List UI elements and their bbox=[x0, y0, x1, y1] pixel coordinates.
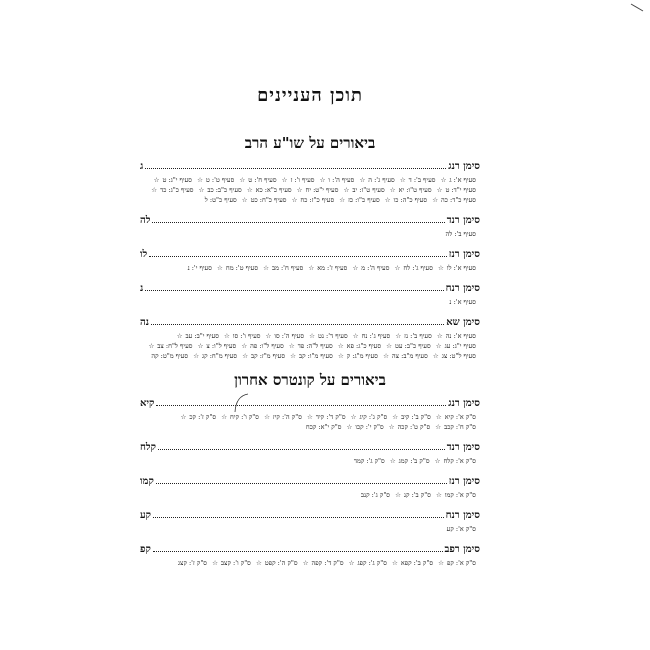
sub-reference[interactable]: ס"ק ו': קצב bbox=[220, 559, 251, 567]
entry-page-number: נה bbox=[140, 317, 150, 328]
star-separator-icon: ☆ bbox=[198, 186, 205, 194]
star-separator-icon: ☆ bbox=[392, 559, 398, 567]
sub-reference[interactable]: סעיף ל"ו: צ bbox=[206, 342, 237, 350]
toc-entry-heading[interactable] bbox=[140, 476, 480, 487]
dot-leader bbox=[152, 221, 444, 223]
dot-leader bbox=[151, 323, 444, 325]
sub-reference[interactable]: סעיף מ"ו: קב bbox=[298, 352, 333, 360]
sub-reference[interactable]: סעיף ח': מב bbox=[271, 264, 304, 272]
star-separator-icon: ☆ bbox=[348, 559, 355, 567]
sub-reference[interactable]: ס"ק ב': קמג bbox=[398, 457, 430, 465]
toc-entry-heading[interactable] bbox=[140, 161, 480, 172]
sub-reference[interactable]: ס"ק א': קע bbox=[446, 525, 476, 533]
sub-reference[interactable]: ס"ק ח': קכב bbox=[444, 423, 476, 431]
toc-entry-heading[interactable] bbox=[140, 398, 480, 409]
toc-entry-heading[interactable] bbox=[140, 249, 480, 260]
star-separator-icon: ☆ bbox=[432, 352, 439, 360]
sub-reference[interactable]: ס"ק ג': קמד bbox=[353, 457, 385, 465]
star-separator-icon: ☆ bbox=[438, 559, 444, 567]
sub-reference[interactable]: ס"ק ז': קכ bbox=[189, 413, 217, 421]
sub-reference-list bbox=[140, 263, 476, 273]
toc-entry bbox=[140, 283, 480, 307]
sub-reference[interactable]: ס"ק ב': קפא bbox=[400, 559, 434, 567]
entry-name: סימן רנג bbox=[448, 398, 480, 409]
entry-name: סימן רנח bbox=[445, 283, 480, 294]
sub-reference[interactable]: ס"ק י': קכו bbox=[355, 423, 384, 431]
sub-reference[interactable]: סעיף ט': ט bbox=[205, 176, 235, 184]
sub-reference[interactable]: סעיף כ"ה: כו bbox=[393, 196, 428, 204]
toc-entry bbox=[140, 544, 480, 568]
entry-name: סימן רנז bbox=[448, 249, 480, 260]
star-separator-icon: ☆ bbox=[290, 352, 296, 360]
star-separator-icon: ☆ bbox=[384, 196, 391, 204]
star-separator-icon: ☆ bbox=[255, 559, 262, 567]
star-separator-icon: ☆ bbox=[352, 264, 359, 272]
star-separator-icon: ☆ bbox=[343, 186, 350, 194]
toc-entry bbox=[140, 476, 480, 500]
sub-reference[interactable]: סעיף ל"ה: פד bbox=[297, 342, 333, 350]
sub-reference[interactable]: סעיף א': ג bbox=[449, 176, 476, 184]
sub-reference[interactable]: ס"ק ג': קנב bbox=[360, 491, 391, 499]
sub-reference[interactable]: סעיף ג': לח bbox=[403, 264, 433, 272]
sub-reference[interactable]: ס"ק ט': קכה bbox=[397, 423, 431, 431]
toc-entry bbox=[140, 161, 480, 205]
star-separator-icon: ☆ bbox=[392, 413, 399, 421]
star-separator-icon: ☆ bbox=[224, 332, 230, 340]
star-separator-icon: ☆ bbox=[264, 413, 270, 421]
star-separator-icon: ☆ bbox=[436, 491, 442, 499]
sub-reference-list bbox=[140, 229, 476, 239]
star-separator-icon: ☆ bbox=[359, 176, 366, 184]
section-title: ביאורים על שו"ע הרב bbox=[244, 134, 376, 152]
toc-entry bbox=[140, 398, 480, 432]
star-separator-icon: ☆ bbox=[221, 413, 228, 421]
sub-reference[interactable]: סעיף ג': ה bbox=[368, 176, 395, 184]
star-separator-icon: ☆ bbox=[389, 186, 396, 194]
sub-reference[interactable]: סעיף י"ד: ט bbox=[445, 186, 476, 194]
star-separator-icon: ☆ bbox=[308, 264, 315, 272]
star-separator-icon: ☆ bbox=[339, 196, 346, 204]
sub-reference[interactable]: סעיף ב': לה bbox=[445, 230, 476, 238]
star-separator-icon: ☆ bbox=[434, 457, 441, 465]
sub-reference[interactable]: סעיף כ"ד: כה bbox=[441, 196, 476, 204]
sub-reference[interactable]: ס"ק ג': קפג bbox=[357, 559, 387, 567]
sub-reference[interactable]: סעיף ה': מ bbox=[361, 264, 390, 272]
sub-reference-list bbox=[140, 175, 476, 205]
sub-reference[interactable]: סעיף ט"ו: יא bbox=[398, 186, 432, 194]
sub-reference[interactable]: ס"ק ה': קפט bbox=[264, 559, 298, 567]
sub-reference[interactable]: ס"ק א': קמו bbox=[444, 491, 476, 499]
toc-entry-heading[interactable] bbox=[140, 283, 480, 294]
sub-reference[interactable]: סעיף כ"ז: כח bbox=[300, 196, 335, 204]
star-separator-icon: ☆ bbox=[265, 332, 272, 340]
star-separator-icon: ☆ bbox=[246, 186, 253, 194]
sub-reference[interactable]: ס"ק י"א: קכח bbox=[305, 423, 342, 431]
star-separator-icon: ☆ bbox=[239, 176, 246, 184]
star-separator-icon: ☆ bbox=[346, 423, 353, 431]
star-separator-icon: ☆ bbox=[350, 413, 357, 421]
sub-reference[interactable]: ס"ק א': קלח bbox=[443, 457, 476, 465]
star-separator-icon: ☆ bbox=[263, 264, 269, 272]
corner-mark-icon bbox=[630, 2, 644, 12]
sub-reference[interactable]: ס"ק ה': קיז bbox=[272, 413, 302, 421]
sub-reference[interactable]: סעיף מ"ב: צה bbox=[391, 352, 428, 360]
sub-reference[interactable]: סעיף ל"ט: צג bbox=[441, 352, 476, 360]
sub-reference[interactable]: ס"ק ד': קיד bbox=[315, 413, 346, 421]
sub-reference[interactable]: סעיף א': נ bbox=[449, 298, 476, 306]
entry-page-number: קיא bbox=[140, 398, 155, 409]
sub-reference[interactable]: סעיף ה': סו bbox=[274, 332, 305, 340]
sub-reference[interactable]: סעיף י': נ bbox=[187, 264, 212, 272]
toc-entry-heading[interactable] bbox=[140, 317, 480, 328]
page-title: תוכן העניינים bbox=[257, 85, 363, 106]
star-separator-icon: ☆ bbox=[180, 413, 187, 421]
star-separator-icon: ☆ bbox=[440, 176, 447, 184]
sub-reference[interactable]: סעיף מ"ג: ק bbox=[346, 352, 379, 360]
dot-leader bbox=[145, 289, 443, 291]
bracket-mark-icon bbox=[232, 392, 250, 414]
sub-reference[interactable]: סעיף ט"ז: יב bbox=[352, 186, 385, 194]
star-separator-icon: ☆ bbox=[241, 342, 248, 350]
star-separator-icon: ☆ bbox=[306, 413, 313, 421]
sub-reference[interactable]: סעיף ו': סו bbox=[232, 332, 261, 340]
sub-reference[interactable]: סעיף כ"ב: עט bbox=[394, 342, 431, 350]
sub-reference[interactable]: סעיף כ"ו: כז bbox=[348, 196, 380, 204]
star-separator-icon: ☆ bbox=[212, 559, 218, 567]
section-title: ביאורים על קונטרס אחרון bbox=[234, 371, 386, 389]
star-separator-icon: ☆ bbox=[394, 264, 401, 272]
sub-reference[interactable]: סעיף ל"ח: צב bbox=[157, 342, 193, 350]
star-separator-icon: ☆ bbox=[197, 176, 203, 184]
entry-page-number: לו bbox=[140, 249, 148, 260]
star-separator-icon: ☆ bbox=[319, 176, 326, 184]
star-separator-icon: ☆ bbox=[337, 342, 344, 350]
star-separator-icon: ☆ bbox=[288, 342, 295, 350]
toc-entry-heading[interactable] bbox=[140, 510, 480, 521]
sub-reference[interactable]: סעיף ג': נח bbox=[361, 332, 391, 340]
star-separator-icon: ☆ bbox=[302, 559, 309, 567]
toc-entry bbox=[140, 442, 480, 466]
sub-reference[interactable]: סעיף כ"ג: כד bbox=[160, 186, 194, 194]
sub-reference[interactable]: סעיף י"ג: עג bbox=[444, 342, 476, 350]
entry-name: סימן שא bbox=[446, 317, 480, 328]
star-separator-icon: ☆ bbox=[193, 352, 200, 360]
star-separator-icon: ☆ bbox=[148, 342, 155, 350]
entry-page-number: קפ bbox=[140, 544, 151, 555]
sub-reference[interactable]: סעיף ד': נט bbox=[317, 332, 348, 340]
star-separator-icon: ☆ bbox=[151, 186, 158, 194]
entry-page-number: קלח bbox=[140, 442, 156, 453]
dot-leader bbox=[153, 550, 443, 552]
sub-reference-list bbox=[140, 490, 476, 500]
sub-reference[interactable]: סעיף כ"ב: כב bbox=[207, 186, 242, 194]
sub-reference-list bbox=[140, 558, 476, 568]
dot-leader bbox=[149, 255, 447, 257]
entry-page-number: קמו bbox=[140, 476, 154, 487]
star-separator-icon: ☆ bbox=[153, 176, 160, 184]
entry-name: סימן רפב bbox=[444, 544, 480, 555]
sub-reference-list bbox=[140, 412, 476, 432]
sub-reference[interactable]: ס"ק א': קיא bbox=[444, 413, 476, 421]
entry-name: סימן רנד bbox=[446, 215, 480, 226]
sub-reference[interactable]: סעיף ל"ו: פה bbox=[250, 342, 284, 350]
entry-page-number: קע bbox=[140, 510, 152, 521]
toc-entry-heading[interactable] bbox=[140, 544, 480, 555]
star-separator-icon: ☆ bbox=[435, 423, 442, 431]
sub-reference-list bbox=[140, 297, 476, 307]
sub-reference[interactable]: סעיף מ"ז: קב bbox=[251, 352, 286, 360]
sub-reference[interactable]: ס"ק ג': קיג bbox=[359, 413, 388, 421]
sub-reference[interactable]: סעיף ב': ד bbox=[408, 176, 436, 184]
toc-entry-heading[interactable] bbox=[140, 442, 480, 453]
sub-reference[interactable]: סעיף ו': ז bbox=[290, 176, 315, 184]
sub-reference[interactable]: ס"ק ב': קנ bbox=[403, 491, 431, 499]
sub-reference[interactable]: סעיף א': לו bbox=[446, 264, 476, 272]
star-separator-icon: ☆ bbox=[386, 342, 392, 350]
star-separator-icon: ☆ bbox=[383, 352, 389, 360]
sub-reference[interactable]: סעיף י"ג: ט bbox=[162, 176, 192, 184]
entry-page-number: לה bbox=[140, 215, 151, 226]
dot-leader bbox=[156, 404, 446, 406]
sub-reference[interactable]: ס"ק א': קפ bbox=[446, 559, 476, 567]
entry-name: סימן רנג bbox=[448, 161, 480, 172]
entry-page-number: ג bbox=[140, 161, 144, 172]
star-separator-icon: ☆ bbox=[296, 186, 303, 194]
sub-reference[interactable]: סעיף י"ב: עב bbox=[185, 332, 219, 340]
sub-reference[interactable]: סעיף ב': נז bbox=[404, 332, 432, 340]
star-separator-icon: ☆ bbox=[217, 264, 223, 272]
star-separator-icon: ☆ bbox=[432, 196, 439, 204]
dot-leader bbox=[145, 167, 446, 169]
toc-sections bbox=[140, 134, 480, 568]
star-separator-icon: ☆ bbox=[389, 457, 396, 465]
sub-reference-list bbox=[140, 331, 476, 361]
sub-reference[interactable]: סעיף ט': מח bbox=[225, 264, 259, 272]
toc-entry bbox=[140, 317, 480, 361]
sub-reference[interactable]: סעיף ח': ט bbox=[248, 176, 277, 184]
sub-reference-list bbox=[140, 524, 476, 534]
sub-reference[interactable]: סעיף ז': מא bbox=[317, 264, 348, 272]
star-separator-icon: ☆ bbox=[197, 342, 204, 350]
sub-reference[interactable]: סעיף כ"ג: פא bbox=[346, 342, 382, 350]
star-separator-icon: ☆ bbox=[309, 332, 315, 340]
star-separator-icon: ☆ bbox=[395, 491, 401, 499]
star-separator-icon: ☆ bbox=[242, 352, 249, 360]
sub-reference-list bbox=[140, 456, 476, 466]
dot-leader bbox=[153, 516, 444, 518]
dot-leader bbox=[156, 482, 447, 484]
sub-reference[interactable]: סעיף ה': ו bbox=[328, 176, 355, 184]
sub-reference[interactable]: סעיף י"ט: יח bbox=[305, 186, 339, 194]
star-separator-icon: ☆ bbox=[436, 186, 443, 194]
star-separator-icon: ☆ bbox=[438, 264, 444, 272]
sub-reference[interactable]: סעיף כ"ח: כט bbox=[250, 196, 287, 204]
sub-reference[interactable]: סעיף כ"ט: ל bbox=[204, 196, 237, 204]
sub-reference[interactable]: ס"ק ד': קפה bbox=[311, 559, 344, 567]
entry-name: סימן רנז bbox=[448, 476, 480, 487]
star-separator-icon: ☆ bbox=[241, 196, 248, 204]
star-separator-icon: ☆ bbox=[436, 332, 443, 340]
star-separator-icon: ☆ bbox=[399, 176, 406, 184]
star-separator-icon: ☆ bbox=[176, 332, 183, 340]
star-separator-icon: ☆ bbox=[435, 413, 442, 421]
star-separator-icon: ☆ bbox=[352, 332, 359, 340]
star-separator-icon: ☆ bbox=[291, 196, 298, 204]
table-of-contents bbox=[140, 85, 480, 578]
star-separator-icon: ☆ bbox=[395, 332, 402, 340]
sub-reference[interactable]: ס"ק ו': קיח bbox=[230, 413, 259, 421]
toc-entry bbox=[140, 249, 480, 273]
entry-name: סימן רנד bbox=[446, 442, 480, 453]
toc-entry bbox=[140, 510, 480, 534]
sub-reference[interactable]: ס"ק ז': קצג bbox=[177, 559, 208, 567]
toc-entry-heading[interactable] bbox=[140, 215, 480, 226]
sub-reference[interactable]: ס"ק ב': קיב bbox=[401, 413, 431, 421]
star-separator-icon: ☆ bbox=[388, 423, 395, 431]
sub-reference[interactable]: סעיף כ"א: כא bbox=[255, 186, 292, 194]
entry-name: סימן רנח bbox=[445, 510, 480, 521]
star-separator-icon: ☆ bbox=[281, 176, 288, 184]
sub-reference[interactable]: סעיף מ"ח: קג bbox=[202, 352, 238, 360]
dot-leader bbox=[158, 448, 445, 450]
sub-reference[interactable]: סעיף א': נה bbox=[445, 332, 476, 340]
star-separator-icon: ☆ bbox=[435, 342, 442, 350]
toc-entry bbox=[140, 215, 480, 239]
star-separator-icon: ☆ bbox=[337, 352, 344, 360]
sub-reference[interactable]: סעיף מ"ט: קה bbox=[151, 352, 189, 360]
entry-page-number: נ bbox=[140, 283, 144, 294]
